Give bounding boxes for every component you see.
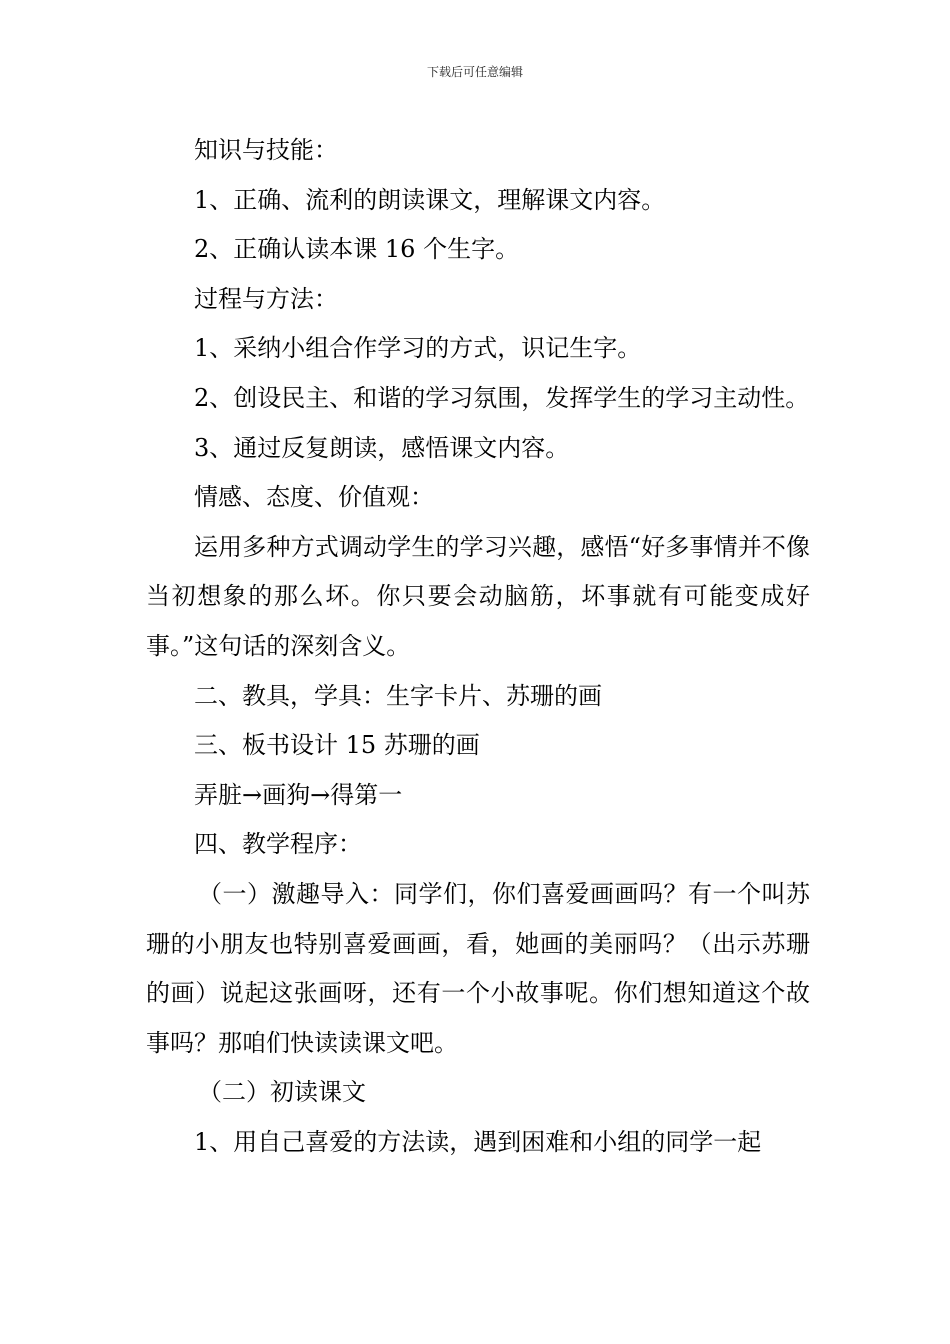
document-body (146, 126, 810, 1167)
section-heading-procedure: 四、教学程序： (194, 830, 362, 859)
section-heading-knowledge: 知识与技能： (194, 136, 338, 164)
paragraph: 二、教具，学具：生字卡片、苏珊的画 (194, 681, 602, 710)
section-heading-emotion: 情感、态度、价值观： (194, 483, 434, 512)
page-header: 下载后可任意编辑 (426, 65, 523, 79)
section-heading-process: 过程与方法： (194, 284, 338, 313)
paragraph: （二）初读课文 (198, 1078, 366, 1107)
paragraph: 2、创设民主、和谐的学习氛围，发挥学生的学习主动性。 (194, 383, 810, 412)
paragraph: 三、板书设计 15 苏珊的画 (194, 731, 480, 760)
paragraph: 3、通过反复朗读，感悟课文内容。 (194, 433, 570, 462)
paragraph: 1、用自己喜爱的方法读，遇到困难和小组的同学一起 (194, 1127, 762, 1156)
paragraph: 1、正确、流利的朗读课文，理解课文内容。 (194, 185, 666, 214)
paragraph: （一）激趣导入：同学们，你们喜爱画画吗？有一个叫苏珊的小朋友也特别喜爱画画，看，她画的美丽吗？（出示苏珊的画）说起这张画呀，还有一个小故事呢。你们想知道这个故事吗？那咱们快读读课文吧。 (146, 879, 810, 1057)
paragraph: 弄脏→画狗→得第一 (194, 780, 403, 809)
paragraph: 2、正确认读本课 16 个生字。 (194, 235, 520, 264)
paragraph: 运用多种方式调动学生的学习兴趣，感悟“好多事情并不像当初想象的那么坏。你只要会动脑筋，坏事就有可能变成好事。”这句话的深刻含义。 (146, 532, 810, 660)
paragraph: 1、采纳小组合作学习的方式，识记生字。 (194, 334, 642, 363)
